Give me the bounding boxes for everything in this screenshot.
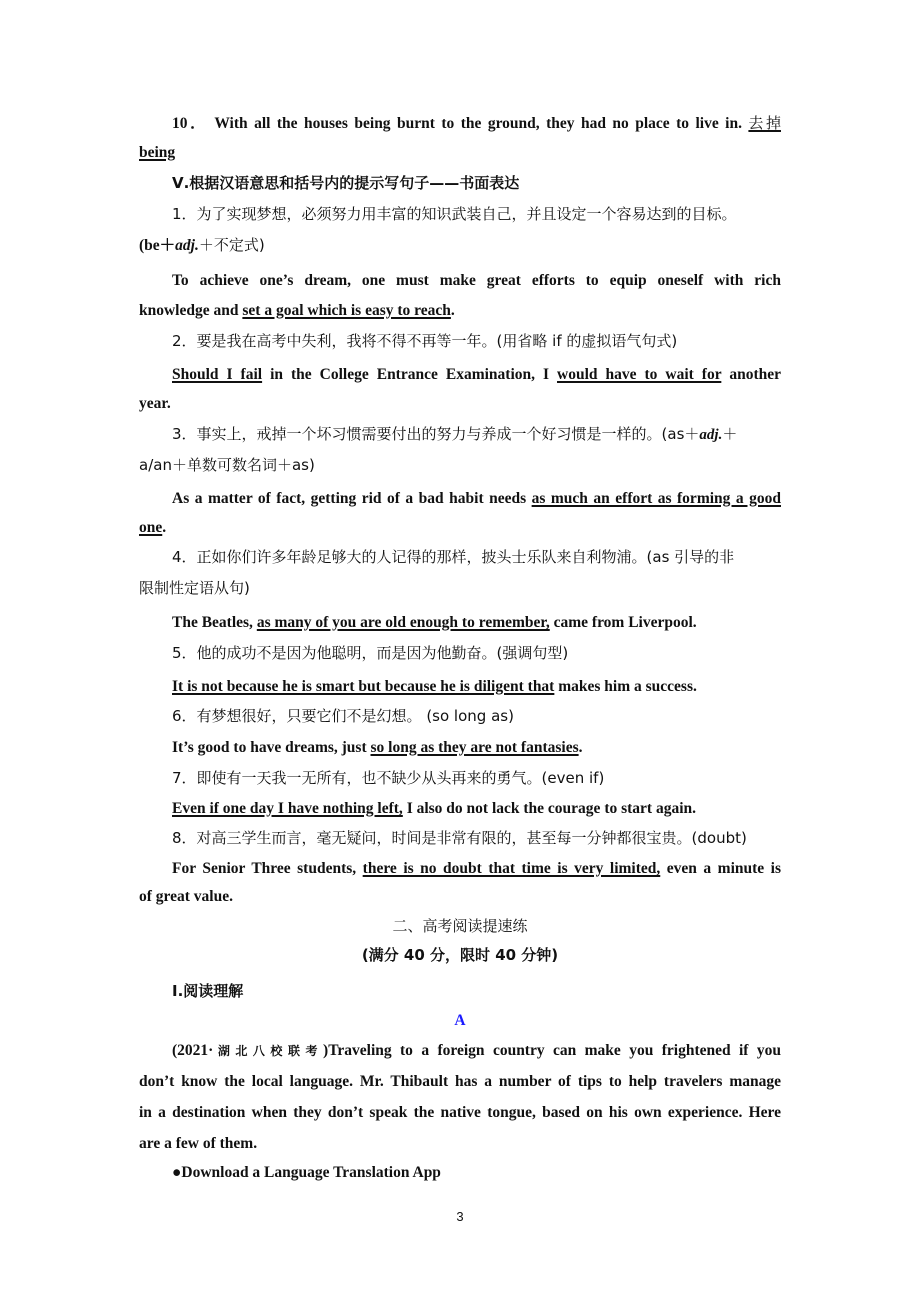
- item-1-hint-b: ＋不定式): [198, 236, 265, 254]
- item-2-answer-u1: Should I fail: [172, 366, 263, 383]
- passage-line-2: don’t know the local language. Mr. Thibault has a number of tips to help travelers manage: [139, 1073, 781, 1090]
- item-5-answer-post: makes him a success.: [554, 678, 697, 695]
- item-8-answer-u1: there is no doubt that time is very limited,: [362, 860, 661, 877]
- source-name: 湖北八校联考: [213, 1044, 324, 1058]
- item-7-answer-u1: Even if one day I have nothing left,: [172, 800, 403, 817]
- item-4-prompt-b: 限制性定语从句): [139, 579, 250, 597]
- source-close: ): [323, 1042, 329, 1059]
- item-10-text: With all the houses being burnt to the ground, they had no place to live in.: [214, 115, 742, 132]
- item-2-answer-post: another: [721, 366, 781, 383]
- item-3-prompt-a-end: ＋: [722, 425, 738, 443]
- bullet-icon: ●: [172, 1164, 182, 1181]
- section-5-title: Ⅴ.根据汉语意思和括号内的提示写句子——书面表达: [172, 174, 520, 192]
- item-1-prompt: 1．为了实现梦想，必须努力用丰富的知识武装自己，并且设定一个容易达到的目标。: [172, 205, 737, 223]
- item-4-prompt: 4．正如你们许多年龄足够大的人记得的那样，披头士乐队来自利物浦。(as 引导的非: [172, 548, 735, 566]
- item-1-answer-post: .: [450, 302, 455, 319]
- item-6-answer-pre: It’s good to have dreams, just: [172, 739, 371, 756]
- item-4-answer-u1: as many of you are old enough to remember,: [256, 614, 550, 631]
- source-year: (2021·: [172, 1042, 214, 1059]
- item-8-prompt: 8．对高三学生而言，毫无疑问，时间是非常有限的，甚至每一分钟都很宝贵。(doubt): [172, 829, 747, 847]
- item-2-answer-line1: [172, 365, 781, 385]
- item-2-answer-mid: in the College Entrance Examination, I: [262, 366, 558, 383]
- passage-line-3: in a destination when they don’t speak the native tongue, based on his own experience. Here: [139, 1104, 781, 1121]
- item-8-answer-post: even a minute is: [660, 860, 782, 877]
- item-5-answer-u1: It is not because he is smart but because he is diligent that: [172, 678, 555, 695]
- item-1-answer-line1: To achieve one’s dream, one must make great efforts to equip oneself with rich: [172, 272, 781, 289]
- item-10-answer-b: being: [139, 144, 176, 161]
- item-3-prompt: [172, 424, 781, 445]
- bullet-heading: [172, 1163, 781, 1183]
- passage-line-4: are a few of them.: [139, 1135, 258, 1152]
- item-3-answer-line2: [139, 518, 781, 538]
- item-10-answer-line2: [139, 143, 781, 163]
- item-2-answer-line2: year.: [139, 395, 171, 412]
- item-4-answer: [172, 613, 781, 633]
- part-2-subtitle: (满分 40 分，限时 40 分钟): [361, 946, 559, 964]
- item-3-hint-adj: adj.: [699, 427, 723, 443]
- item-3-prompt-a: 3．事实上，戒掉一个坏习惯需要付出的努力与养成一个好习惯是一样的。(as＋: [172, 425, 700, 443]
- passage-label: A: [454, 1012, 466, 1029]
- item-5-answer: [172, 677, 781, 697]
- passage-text-1: Traveling to a foreign country can make you frightened if you: [328, 1042, 781, 1059]
- item-2-answer-u2: would have to wait for: [557, 366, 722, 383]
- item-6-prompt: 6．有梦想很好，只要它们不是幻想。 (so long as): [172, 707, 514, 725]
- item-4-answer-pre: The Beatles,: [172, 614, 257, 631]
- item-8-answer-line2: of great value.: [139, 888, 233, 905]
- part-2-title: 二、高考阅读提速练: [392, 917, 528, 935]
- item-8-answer-pre: For Senior Three students,: [172, 860, 363, 877]
- item-3-answer-u1: as much an effort as forming a good: [531, 490, 781, 507]
- bullet-text: Download a Language Translation App: [181, 1164, 441, 1181]
- page-number: 3: [456, 1209, 464, 1224]
- item-3-answer-post: .: [162, 519, 167, 536]
- item-3-answer-pre: As a matter of fact, getting rid of a bad habit needs: [172, 490, 532, 507]
- item-8-answer-line1: [172, 859, 781, 879]
- item-7-prompt: 7．即使有一天我一无所有，也不缺少从头再来的勇气。(even if): [172, 769, 605, 787]
- item-3-answer-u2: one: [139, 519, 163, 536]
- item-1-answer-pre: knowledge and: [139, 302, 243, 319]
- item-6-answer-u1: so long as they are not fantasies: [370, 739, 579, 756]
- item-1-hint: [139, 235, 781, 256]
- item-1-hint-a: (be＋: [139, 237, 176, 254]
- item-5-prompt: 5．他的成功不是因为他聪明，而是因为他勤奋。(强调句型): [172, 644, 569, 662]
- item-2-prompt: 2．要是我在高考中失利，我将不得不再等一年。(用省略 if 的虚拟语气句式): [172, 332, 678, 350]
- item-1-hint-adj: adj.: [175, 237, 199, 254]
- item-6-answer-post: .: [578, 739, 583, 756]
- item-4-answer-post: came from Liverpool.: [549, 614, 697, 631]
- item-7-answer-post: I also do not lack the courage to start again.: [402, 800, 697, 817]
- item-10-sentence: [172, 113, 781, 134]
- item-3-prompt-b: a/an＋单数可数名词＋as): [139, 456, 315, 474]
- passage-line-1: [172, 1041, 781, 1061]
- item-6-answer: [172, 738, 781, 758]
- item-3-answer-line1: [172, 489, 781, 509]
- item-10-number: 10．: [172, 115, 209, 132]
- item-1-answer-line2: [139, 301, 781, 321]
- item-7-answer: [172, 799, 781, 819]
- item-1-answer-underlined: set a goal which is easy to reach: [242, 302, 451, 319]
- reading-section-label: Ⅰ.阅读理解: [172, 982, 244, 1000]
- item-10-answer-a: 去掉: [748, 114, 781, 132]
